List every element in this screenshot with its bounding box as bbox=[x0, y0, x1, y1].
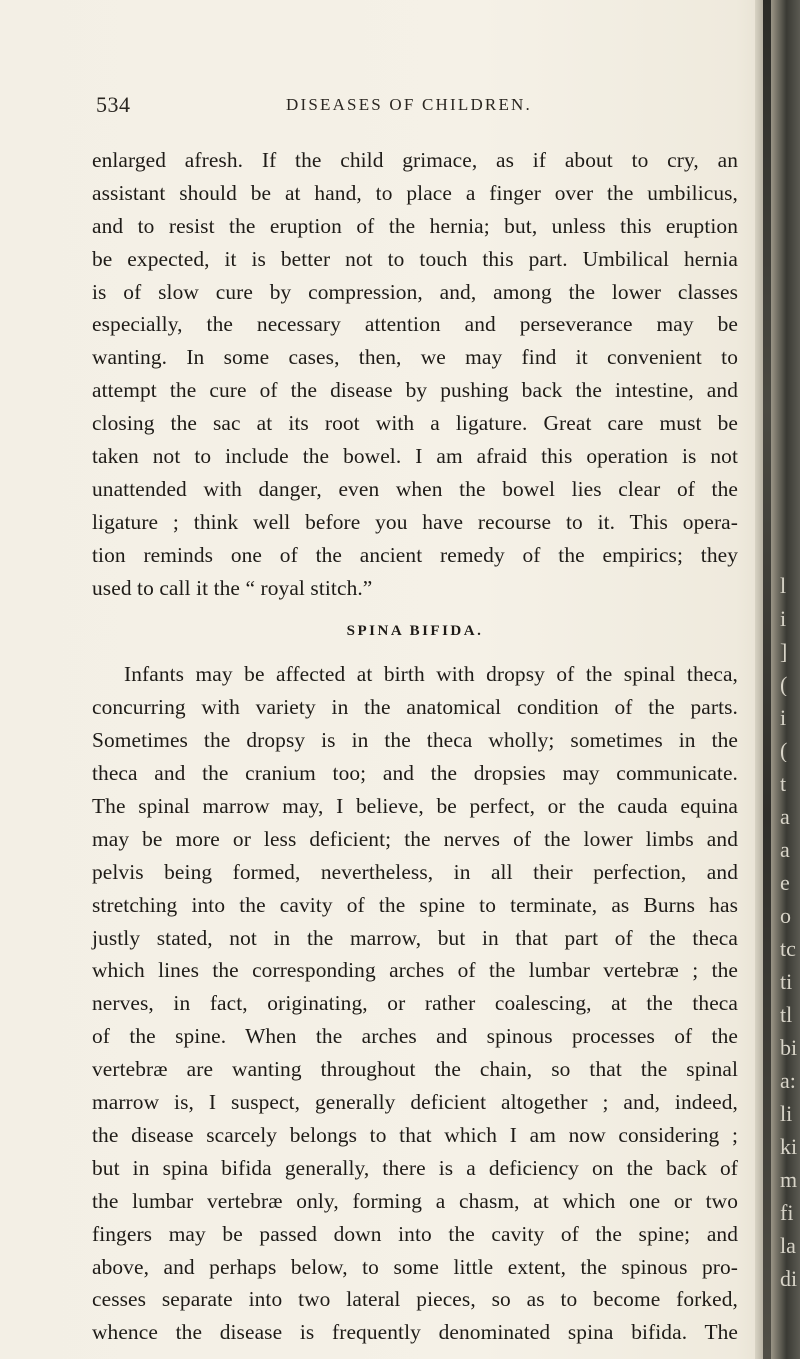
page-header bbox=[96, 92, 739, 118]
bleed-letter: bi bbox=[780, 1037, 798, 1059]
text-line: tion reminds one of the ancient remedy of the empirics; they bbox=[92, 542, 738, 567]
body-text bbox=[92, 144, 738, 1349]
bleed-letter: l bbox=[780, 575, 787, 597]
text-line: Sometimes the dropsy is in the theca wholly; sometimes in the bbox=[92, 728, 738, 753]
text-line: whence the disease is frequently denominated spina bifida. The bbox=[92, 1320, 738, 1345]
text-line: is of slow cure by compression, and, among the lower classes bbox=[92, 279, 738, 304]
bleed-letter: o bbox=[780, 905, 791, 927]
text-line: above, and perhaps below, to some little extent, the spinous pro- bbox=[92, 1254, 738, 1279]
bleed-letter: li bbox=[780, 1103, 793, 1125]
bleed-letter: m bbox=[780, 1169, 798, 1191]
paragraph-spina-bifida bbox=[92, 658, 738, 1349]
text-line: marrow is, I suspect, generally deficient altogether ; and, indeed, bbox=[92, 1090, 738, 1115]
text-line: may be more or less deficient; the nerves of the lower limbs and bbox=[92, 826, 738, 851]
bleed-letter: e bbox=[780, 872, 790, 894]
text-line: used to call it the “ royal stitch.” bbox=[92, 575, 373, 600]
text-line: The spinal marrow may, I believe, be perfect, or the cauda equina bbox=[92, 794, 738, 819]
text-line: attempt the cure of the disease by pushing back the intestine, and bbox=[92, 378, 738, 403]
page-number: 534 bbox=[96, 92, 131, 117]
bleed-letter: t bbox=[780, 773, 787, 795]
text-line: Infants may be affected at birth with dropsy of the spinal theca, bbox=[124, 662, 738, 687]
bleed-letter: i bbox=[780, 608, 787, 630]
bleed-letter: tc bbox=[780, 938, 796, 960]
bleed-letter: ] bbox=[780, 641, 788, 663]
text-line: and to resist the eruption of the hernia; but, unless this eruption bbox=[92, 213, 738, 238]
text-line: unattended with danger, even when the bowel lies clear of the bbox=[92, 476, 738, 501]
text-line: taken not to include the bowel. I am afraid this operation is not bbox=[92, 444, 738, 469]
bleed-letter: ti bbox=[780, 971, 793, 993]
text-line: wanting. In some cases, then, we may find it convenient to bbox=[92, 345, 738, 370]
bleed-letter: a bbox=[780, 839, 790, 861]
text-line: the disease scarcely belongs to that which I am now considering ; bbox=[92, 1122, 738, 1147]
bleed-letter: a: bbox=[780, 1070, 796, 1092]
bleed-letter: di bbox=[780, 1268, 798, 1290]
text-line: ligature ; think well before you have recourse to it. This opera- bbox=[92, 509, 738, 534]
text-line: pelvis being formed, nevertheless, in all their perfection, and bbox=[92, 859, 738, 884]
bleed-letter: fi bbox=[780, 1202, 794, 1224]
text-line: be expected, it is better not to touch this part. Umbilical hernia bbox=[92, 246, 738, 271]
binding-gutter bbox=[755, 0, 800, 1359]
bleed-letter: ki bbox=[780, 1136, 798, 1158]
running-head: DISEASES OF CHILDREN. bbox=[286, 95, 532, 114]
section-heading: SPINA BIFIDA. bbox=[346, 623, 484, 640]
bleed-letter: la bbox=[780, 1235, 796, 1257]
text-line: which lines the corresponding arches of the lumbar vertebræ ; the bbox=[92, 958, 738, 983]
text-line: but in spina bifida generally, there is a deficiency on the back of bbox=[92, 1155, 738, 1180]
text-line: assistant should be at hand, to place a finger over the umbilicus, bbox=[92, 180, 738, 205]
text-line: nerves, in fact, originating, or rather coalescing, at the theca bbox=[92, 991, 738, 1016]
bleed-letter: ( bbox=[780, 740, 788, 762]
bleed-letter: i bbox=[780, 707, 787, 729]
text-line: of the spine. When the arches and spinous processes of the bbox=[92, 1024, 738, 1049]
text-line: fingers may be passed down into the cavity of the spine; and bbox=[92, 1221, 738, 1246]
text-line: the lumbar vertebræ only, forming a chasm, at which one or two bbox=[92, 1188, 738, 1213]
bleed-letter: ( bbox=[780, 674, 788, 696]
text-line: cesses separate into two lateral pieces, so as to become forked, bbox=[92, 1287, 738, 1312]
text-line: closing the sac at its root with a ligature. Great care must be bbox=[92, 411, 738, 436]
text-line: concurring with variety in the anatomical condition of the parts. bbox=[92, 695, 738, 720]
bleed-letter: tl bbox=[780, 1004, 793, 1026]
bleed-letter: a bbox=[780, 806, 790, 828]
text-line: theca and the cranium too; and the dropsies may communicate. bbox=[92, 761, 738, 786]
text-line: vertebræ are wanting throughout the chain, so that the spinal bbox=[92, 1057, 738, 1082]
text-line: stretching into the cavity of the spine to terminate, as Burns has bbox=[92, 892, 738, 917]
text-line: enlarged afresh. If the child grimace, as if about to cry, an bbox=[92, 148, 738, 172]
text-line: especially, the necessary attention and perseverance may be bbox=[92, 312, 738, 337]
paragraph-umbilical-hernia bbox=[92, 144, 738, 604]
text-line: justly stated, not in the marrow, but in that part of the theca bbox=[92, 925, 738, 950]
page-edge-shadow bbox=[763, 0, 771, 1359]
